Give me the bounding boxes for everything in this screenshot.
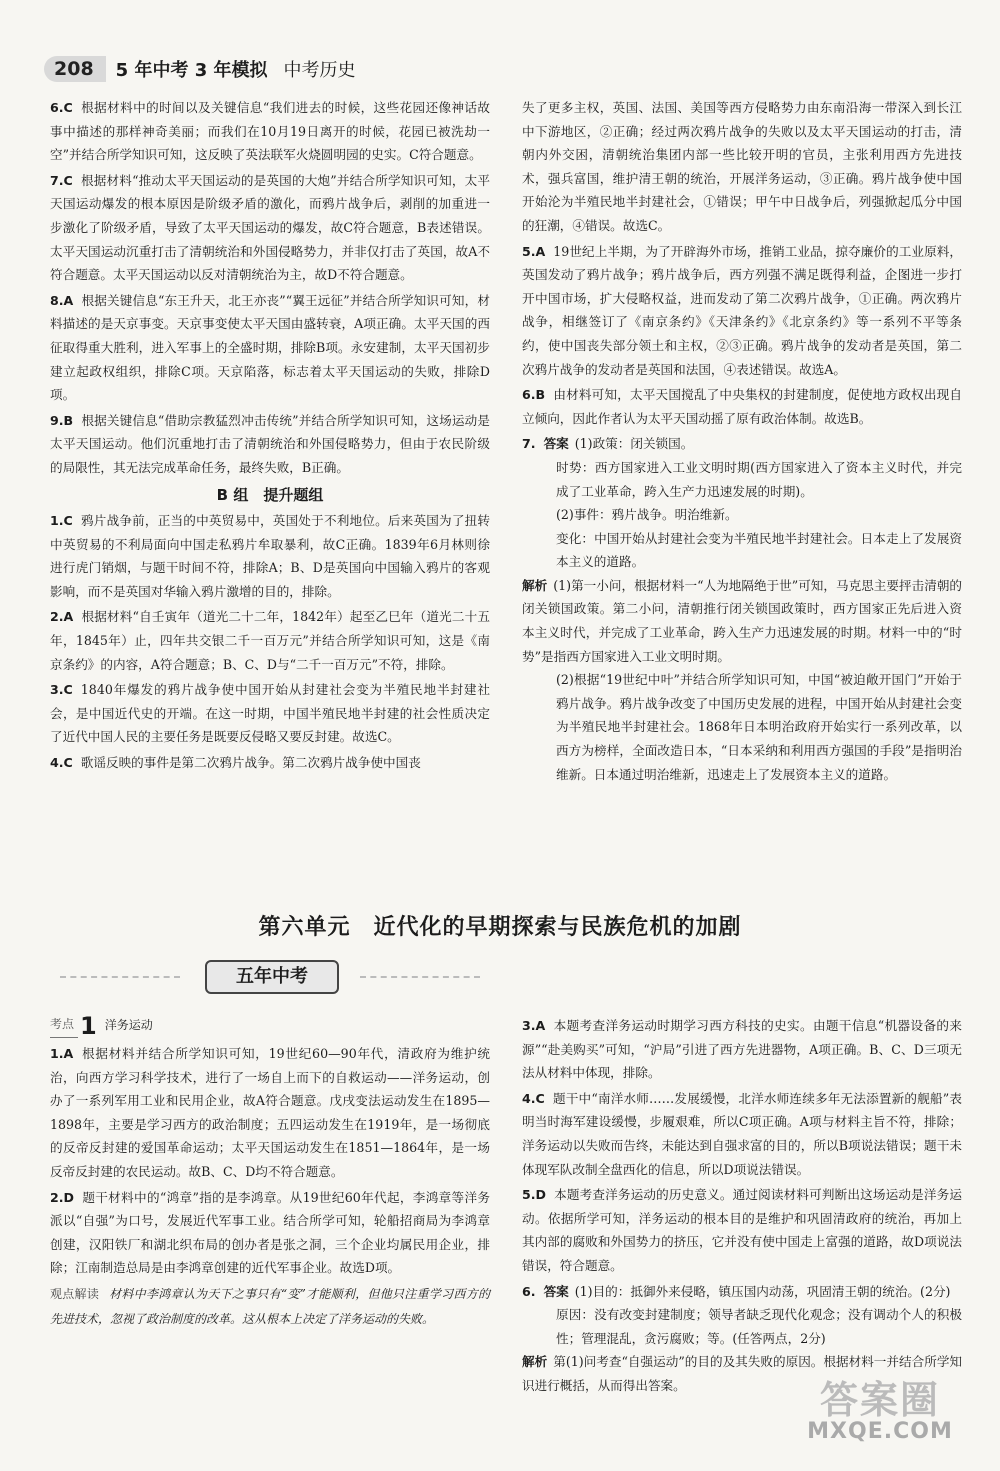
answer-label: 答案 (543, 1283, 569, 1299)
answer-text: 19世纪上半期，为了开辟海外市场，推销工业品，掠夺廉价的工业原料，英国发动了鸦片战争；鸦片战争后，西方列强不满足既得利益，企图进一步打开中国市场，扩大侵略权益，进而发动了第二次鸦片战争，①正确。两次鸦片战争，相继签订了《南京条约》《天津条约》《北京条约》等一系列不平等条约，使中国丧失部分领土和主权，②③正确。鸦片战争的发动者是英国，第二次鸦片战争的发动者是英国和法国，④表述错误。故选A。 (522, 243, 962, 377)
book-title: 5 年中考 3 年模拟 (115, 60, 268, 81)
answer-text: 时势：西方国家进入工业文明时期(西方国家进入了资本主义时代，并完成了工业革命，跨入生产力迅速发展的时期)。 (556, 459, 962, 499)
answer-entry (50, 751, 490, 775)
answer-entry (522, 1183, 962, 1277)
watermark-logo (800, 1378, 960, 1444)
answer-text: (1)政策：闭关锁国。 (574, 436, 694, 452)
kaodian-row (50, 1014, 490, 1038)
analysis-label: 解析 (522, 1354, 548, 1370)
page-number: 208 (44, 56, 106, 82)
answer-text: 本题考查洋务运动的历史意义。通过阅读材料可判断出这场运动是洋务运动。依据所学可知，洋务运动的根本目的是维护和巩固清政府的统治，再加上其内部的腐败和外国势力的挤压，它并没有使中国走上富强的道路，故D项说法错误，符合题意。 (522, 1187, 962, 1273)
question-number: 6.C (50, 100, 73, 115)
question-number: 1.C (50, 513, 73, 529)
answer-entry (50, 289, 490, 407)
question-number: 3.A (522, 1018, 546, 1033)
left-column-top (50, 96, 490, 777)
section-banner (50, 960, 490, 994)
subject-label: 中考历史 (283, 60, 356, 81)
right-column-top (522, 96, 962, 788)
viewpoint-label: 观点解读 (50, 1286, 100, 1301)
answer-entry (50, 1042, 490, 1184)
answer-text: 原因：没有改变封建制度；领导者缺乏现代化观念；没有调动个人的积极性；管理混乱，贪污腐败；等。(任答两点，2分) (556, 1307, 962, 1346)
question-number: 4.C (50, 755, 73, 771)
question-number: 2.D (50, 1189, 75, 1205)
kaodian-number: 1 (80, 1012, 97, 1040)
answer-entry (50, 509, 490, 603)
question-number: 4.C (522, 1090, 545, 1106)
answer-entry (522, 1014, 962, 1085)
watermark-sub: MXQE.COM (807, 1419, 953, 1444)
question-number: 9.B (50, 412, 74, 428)
answer-text: 根据材料“自壬寅年（道光二十二年，1842年）起至乙巳年（道光二十五年，1845年）止，四年共交银二千一百万元”并结合所学知识可知，这是《南京条约》的内容，A符合题意；B、C、D与“二千一百万元”不符，排除。 (50, 609, 490, 672)
answer-label: 答案 (543, 436, 569, 452)
answer-text: 鸦片战争前，正当的中英贸易中，英国处于不利地位。后来英国为了扭转中英贸易的不利局面向中国走私鸦片牟取暴利，故C正确。1839年6月林则徐进行虎门销烟，与题干时间不符，排除A；B、D是英国向中国输入鸦片的客观影响，而不是英国对华输入鸦片激增的目的，排除。 (50, 513, 490, 599)
analysis-text: 第(1)问考查“自强运动”的目的及其失败的原因。根据材料一并结合所学知识进行概括，从而得出答案。 (522, 1354, 963, 1393)
answer-text: 根据关键信息“东王升天，北王亦丧”“翼王远征”并结合所学知识可知，材料描述的是天京事变。天京事变使太平天国由盛转衰，A项正确。太平天国的西征取得重大胜利，进入军事上的全盛时期，排除B项。永安建制，太平天国初步建立起政权组织，排除C项。天京陷落，标志着太平天国运动的失败，排除D项。 (50, 292, 490, 403)
question-number: 6. (522, 1283, 536, 1299)
answer-text: 本题考查洋务运动时期学习西方科技的史实。由题干信息“机器设备的来源”“赴美购买”可知，“沪局”引进了西方先进器物，A项正确。B、C、D三项无法从材料中体现，排除。 (522, 1018, 962, 1081)
unit-title: 第六单元 近代化的早期探索与民族危机的加剧 (258, 915, 742, 940)
question-7-block (522, 432, 962, 786)
watermark-main: 答案圈 (819, 1378, 940, 1422)
banner-label: 五年中考 (205, 960, 339, 994)
page-header (44, 52, 504, 86)
answer-entry (522, 1087, 962, 1181)
question-number: 1.A (50, 1046, 74, 1061)
divider (60, 976, 180, 978)
answer-text: 由材料可知，太平天国搅乱了中央集权的封建制度，促使地方政权出现自立倾向，因此作者认为太平天国动摇了原有政治体制。故选B。 (522, 387, 962, 426)
answer-text: 变化：中国开始从封建社会变为半殖民地半封建社会。日本走上了发展资本主义的道路。 (556, 530, 962, 570)
continued-text: 失了更多主权，英国、法国、美国等西方侵略势力由东南沿海一带深入到长江中下游地区，②正确；经过两次鸦片战争的失败以及太平天国运动的打击，清朝内外交困，清朝统治集团内部一些比较开明的官员，主张利用西方先进技术，强兵富国，维护清王朝的统治，开展洋务运动，③正确。鸦片战争使中国开始沦为半殖民地半封建社会，①错误；甲午中日战争后，列强掀起瓜分中国的狂潮，④错误。故选C。 (522, 100, 962, 233)
answer-text: 歌谣反映的事件是第二次鸦片战争。第二次鸦片战争使中国丧 (80, 755, 421, 771)
right-column-bottom (522, 1014, 962, 1400)
answer-text: 根据材料“推动太平天国运动的是英国的大炮”并结合所学知识可知，太平天国运动爆发的根本原因是阶级矛盾的激化，而鸦片战争后，剥削的加重进一步激化了阶级矛盾，导致了太平天国运动的爆发，故C符合题意，B表述错误。太平天国运动沉重打击了清朝统治和外国侵略势力，并非仅打击了英国，故A不符合题意。太平天国运动以反对清朝统治为主，故D不符合题意。 (50, 172, 490, 283)
answer-text: (1)目的：抵御外来侵略，镇压国内动荡，巩固清王朝的统治。(2分) (574, 1283, 951, 1299)
question-number: 7. (522, 436, 536, 452)
answer-entry (50, 409, 490, 480)
answer-entry (50, 169, 490, 287)
question-number: 5.D (522, 1187, 547, 1203)
kaodian-label: 考点 (50, 1013, 78, 1038)
analysis-label: 解析 (522, 577, 548, 593)
answer-entry (50, 1186, 490, 1280)
question-number: 7.C (50, 172, 73, 188)
group-b-title: B 组 提升题组 (216, 485, 324, 504)
analysis-text: (1)第一小问，根据材料一“人为地隔绝于世”可知，马克思主要抨击清朝的闭关锁国政策。第二小问，清朝推行闭关锁国政策时，西方国家正先后进入资本主义时代，并完成了工业革命，跨入生产力迅速发展的时期。材料一中的“时势”是指西方国家进入工业文明时期。 (522, 577, 963, 664)
question-number: 5.A (522, 243, 546, 259)
question-number: 8.A (50, 292, 74, 308)
left-column-bottom (50, 1014, 490, 1331)
analysis-text: (2)根据“19世纪中叶”并结合所学知识可知，中国“被迫敞开国门”开始于鸦片战争。鸦片战争改变了中国历史发展的进程，中国开始从封建社会变为半殖民地半封建社会。1868年日本明治政府开始实行一系列改革，以西方为榜样，全面改造日本，“日本采纳和利用西方强国的手段”是指明治维新。日本通过明治维新，迅速走上了发展资本主义的道路。 (556, 672, 962, 782)
question-number: 6.B (522, 387, 546, 403)
answer-entry (522, 383, 962, 430)
viewpoint-text: 材料中李鸿章认为天下之事只有“变”才能顺利，但他只注重学习西方的先进技术，忽视了政治制度的改革。这从根本上决定了洋务运动的失败。 (50, 1286, 490, 1326)
answer-text: 1840年爆发的鸦片战争使中国开始从封建社会变为半殖民地半封建社会，是中国近代史的开端。在这一时期，中国半殖民地半封建的社会性质决定了近代中国人民的主要任务是既要反侵略又要反封建。故选C。 (50, 682, 490, 745)
answer-entry (50, 678, 490, 749)
answer-text: 题干材料中的“鸿章”指的是李鸿章。从19世纪60年代起，李鸿章等洋务派以“自强”为口号，发展近代军事工业。结合所学可知，轮船招商局为李鸿章创建，汉阳铁厂和湖北织布局的创办者是张之洞，三个企业均属民用企业，排除；江南制造总局是由李鸿章创建的近代军事企业。故选D项。 (50, 1189, 490, 1276)
answer-text: 题干中“南洋水师……发展缓慢，北洋水师连续多年无法添置新的舰船”表明当时海军建设缓慢，步履艰难，所以C项正确。A项与材料主旨不符，排除；洋务运动以失败而告终，未能达到自强求富的目的，所以B项说法错误；题干未体现军队改制全盘西化的信息，所以D项说法错误。 (522, 1090, 962, 1177)
answer-text: 根据材料并结合所学知识可知，19世纪60—90年代，清政府为维护统治，向西方学习科学技术，进行了一场自上而下的自救运动——洋务运动，创办了一系列军用工业和民用企业，故A符合题意。戊戌变法运动发生在1895—1898年，主要是学习西方的政治制度；五四运动发生在1919年，是一场彻底的反帝反封建的爱国革命运动；太平天国运动发生在1851—1864年，是一场反帝反封建的农民运动。故B、C、D均不符合题意。 (50, 1046, 490, 1179)
question-number: 3.C (50, 682, 73, 698)
answer-entry (50, 605, 490, 676)
viewpoint-box (50, 1282, 490, 1331)
answer-text: 根据关键信息“借助宗教猛烈冲击传统”并结合所学知识可知，这场运动是太平天国运动。他们沉重地打击了清朝统治和外国侵略势力，但由于农民阶级的局限性，其无法完成革命任务，最终失败，B正确。 (50, 412, 490, 475)
question-number: 2.A (50, 609, 74, 625)
answer-entry (50, 96, 490, 167)
answer-entry (522, 240, 962, 382)
answer-text: (2)事件：鸦片战争。明治维新。 (556, 507, 738, 523)
kaodian-topic: 洋务运动 (104, 1018, 153, 1033)
answer-text: 根据材料中的时间以及关键信息“我们进去的时候，这些花园还像神话故事中描述的那样神奇美丽；而我们在10月19日离开的时候，花园已被洗劫一空”并结合所学知识可知，这反映了英法联军火烧圆明园的史实。C符合题意。 (50, 100, 490, 163)
divider (360, 976, 480, 978)
